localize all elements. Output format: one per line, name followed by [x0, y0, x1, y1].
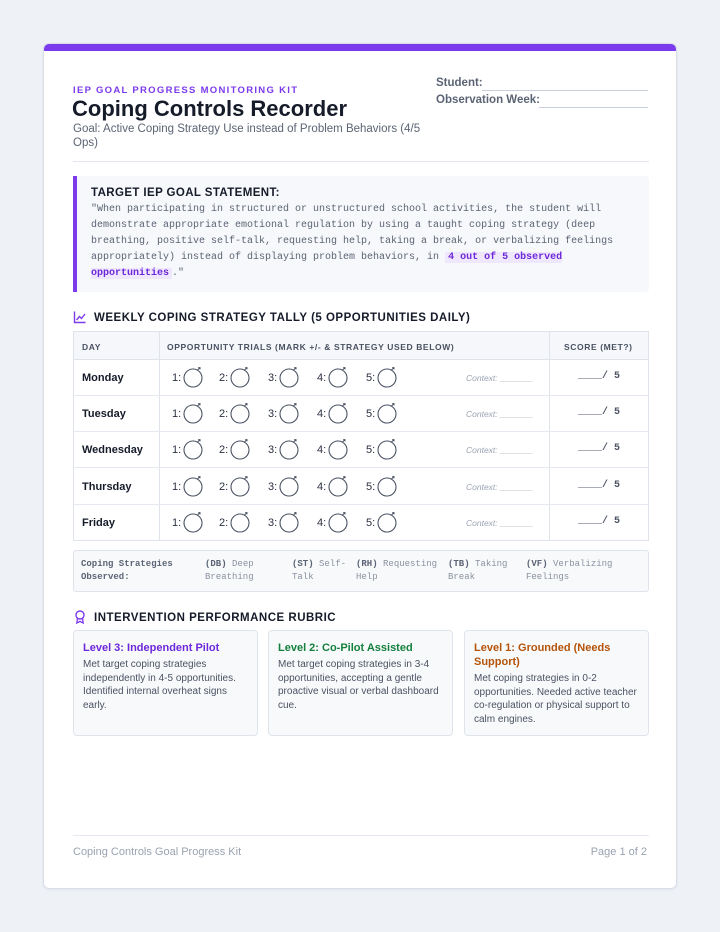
card-body: Met target coping strategies independently in 4-5 opportunities. Identified internal overheat signs early. — [83, 659, 236, 711]
opportunity-circle-icon — [278, 402, 300, 424]
opportunity-circle-icon — [278, 438, 300, 460]
footer-page: Page 1 of 2 — [590, 846, 647, 858]
goal-statement-box — [73, 176, 649, 292]
accent-bar — [44, 44, 676, 51]
footer-divider — [73, 835, 649, 836]
trial-number: 2: — [219, 444, 229, 457]
day-label: Tuesday — [82, 408, 126, 421]
trial-number: 1: — [172, 516, 182, 529]
chart-line-icon — [73, 310, 87, 324]
trial-number: 3: — [268, 516, 278, 529]
trial-number: 2: — [219, 516, 229, 529]
kit-label: IEP GOAL PROGRESS MONITORING KIT — [73, 85, 299, 96]
trial-number: 4: — [317, 408, 327, 421]
trial-number: 5: — [366, 480, 376, 493]
page-title: Coping Controls Recorder — [72, 96, 348, 121]
trial-number: 5: — [366, 408, 376, 421]
opportunity-circle-icon — [182, 511, 204, 533]
context-field[interactable]: Context: _______ — [466, 517, 534, 528]
card-title: Level 2: Co-Pilot Assisted — [278, 642, 413, 654]
trial-number: 1: — [172, 444, 182, 457]
legend-name: Requesting Help — [356, 559, 438, 582]
statement-highlight: 4 out of 5 observed opportunities — [91, 252, 563, 279]
score-field[interactable]: ____/ 5 — [578, 371, 621, 382]
legend-item-vf — [526, 558, 644, 584]
card-title: Level 1: Grounded (Needs Support) — [474, 642, 611, 668]
opportunity-circle-icon — [376, 475, 398, 497]
week-label: Observation Week: — [436, 94, 540, 106]
rubric-heading-text: INTERVENTION PERFORMANCE RUBRIC — [94, 612, 337, 624]
card-title: Level 3: Independent Pilot — [83, 642, 220, 654]
statement-text-main: "When participating in structured or unstructured school activities, the student will demonstrate appropriate emotional regulation by using a taught coping strategy (deep breathing, positive self-talk, requesting help, taking a break, or verbalizing feelings appropriately) instead of displaying problem behaviors, in — [91, 204, 614, 263]
tally-heading-text: WEEKLY COPING STRATEGY TALLY (5 OPPORTUNITIES DAILY) — [94, 312, 471, 324]
table-row — [74, 432, 648, 468]
legend-name: Taking Break — [448, 559, 508, 582]
rubric-heading — [73, 610, 336, 624]
statement-text — [91, 202, 631, 282]
student-label: Student: — [436, 77, 483, 89]
trial-number: 2: — [219, 372, 229, 384]
legend-item-db — [205, 558, 280, 584]
legend-code: (ST) — [292, 559, 314, 569]
trial-number: 1: — [172, 408, 182, 421]
trial-number: 5: — [366, 372, 376, 384]
opportunity-circle-icon — [182, 402, 204, 424]
col-day: DAY — [82, 342, 101, 352]
opportunity-circle-icon — [327, 511, 349, 533]
score-field[interactable]: ____/ 5 — [578, 479, 621, 491]
opportunity-circle-icon — [182, 366, 204, 388]
score-field[interactable]: ____/ 5 — [578, 407, 621, 419]
opportunity-circle-icon — [327, 402, 349, 424]
opportunity-circle-icon — [376, 402, 398, 424]
table-row — [74, 469, 648, 505]
opportunity-circle-icon — [229, 511, 251, 533]
opportunity-circle-icon — [229, 402, 251, 424]
goal-subtitle: Goal: Active Coping Strategy Use instead of Problem Behaviors (4/5 Ops) — [73, 123, 421, 149]
opportunity-circle-icon — [229, 366, 251, 388]
rubric-card-level-3 — [73, 630, 258, 736]
trial-number: 4: — [317, 480, 327, 493]
strategy-legend — [73, 550, 649, 592]
trial-number: 4: — [317, 372, 327, 384]
legend-item-tb — [448, 558, 518, 584]
context-field[interactable]: Context: _______ — [466, 409, 534, 420]
table-row — [74, 396, 648, 432]
opportunity-circle-icon — [229, 438, 251, 460]
trial-number: 5: — [366, 516, 376, 529]
card-body: Met coping strategies in 0-2 opportunities. Needed active teacher co-regulation or physical support to calm engines. — [474, 673, 637, 725]
opportunity-circle-icon — [278, 475, 300, 497]
table-row — [74, 505, 648, 541]
day-label: Thursday — [82, 480, 132, 493]
trial-number: 1: — [172, 372, 182, 384]
context-field[interactable]: Context: _______ — [466, 445, 534, 456]
legend-item-rh — [356, 558, 441, 584]
opportunity-circle-icon — [327, 438, 349, 460]
trial-number: 3: — [268, 372, 278, 384]
legend-code: (DB) — [205, 559, 227, 569]
tally-heading — [73, 310, 470, 324]
trial-number: 3: — [268, 408, 278, 421]
award-icon — [73, 610, 87, 624]
opportunity-circle-icon — [327, 366, 349, 388]
table-header — [74, 332, 648, 360]
rubric-card-level-1 — [464, 630, 649, 736]
context-field[interactable]: Context: _______ — [466, 481, 534, 492]
legend-name: Deep Breathing — [205, 559, 254, 582]
score-field[interactable]: ____/ 5 — [578, 443, 621, 455]
context-field[interactable]: Context: _______ — [466, 373, 534, 383]
trial-number: 5: — [366, 444, 376, 457]
col-trials: OPPORTUNITY TRIALS (MARK +/- & STRATEGY USED BELOW) — [167, 342, 455, 352]
statement-text-end: ." — [172, 268, 185, 279]
trial-number: 4: — [317, 516, 327, 529]
score-field[interactable]: ____/ 5 — [578, 515, 621, 527]
trial-number: 3: — [268, 444, 278, 457]
opportunity-circle-icon — [278, 366, 300, 388]
day-label: Friday — [82, 516, 116, 529]
legend-code: (VF) — [526, 559, 548, 569]
legend-name: Self-Talk — [292, 559, 347, 582]
legend-name: Verbalizing Feelings — [526, 559, 613, 582]
legend-item-st — [292, 558, 350, 584]
col-score: SCORE (MET?) — [564, 342, 633, 352]
trial-number: 3: — [268, 480, 278, 493]
opportunity-circle-icon — [229, 475, 251, 497]
day-label: Wednesday — [82, 444, 143, 457]
legend-label: Coping Strategies Observed: — [81, 559, 173, 582]
card-body: Met target coping strategies in 3-4 opportunities, accepting a gentle proactive visual or verbal dashboard cue. — [278, 659, 439, 711]
opportunity-circle-icon — [376, 438, 398, 460]
opportunity-circle-icon — [278, 511, 300, 533]
statement-title: TARGET IEP GOAL STATEMENT: — [91, 187, 280, 199]
trial-number: 2: — [219, 408, 229, 421]
trial-number: 1: — [172, 480, 182, 493]
legend-code: (RH) — [356, 559, 378, 569]
week-field[interactable] — [539, 107, 648, 108]
opportunity-circle-icon — [327, 475, 349, 497]
trial-number: 4: — [317, 444, 327, 457]
opportunity-circle-icon — [182, 438, 204, 460]
trial-number: 2: — [219, 480, 229, 493]
worksheet-page — [43, 43, 677, 889]
legend-code: (TB) — [448, 559, 470, 569]
rubric-card-level-2 — [268, 630, 453, 736]
tally-table — [73, 331, 649, 541]
divider — [73, 161, 649, 162]
opportunity-circle-icon — [376, 511, 398, 533]
opportunity-circle-icon — [376, 366, 398, 388]
student-field[interactable] — [482, 90, 648, 91]
day-label: Monday — [82, 372, 124, 384]
opportunity-circle-icon — [182, 475, 204, 497]
table-row — [74, 360, 648, 396]
footer-left: Coping Controls Goal Progress Kit — [73, 846, 242, 858]
